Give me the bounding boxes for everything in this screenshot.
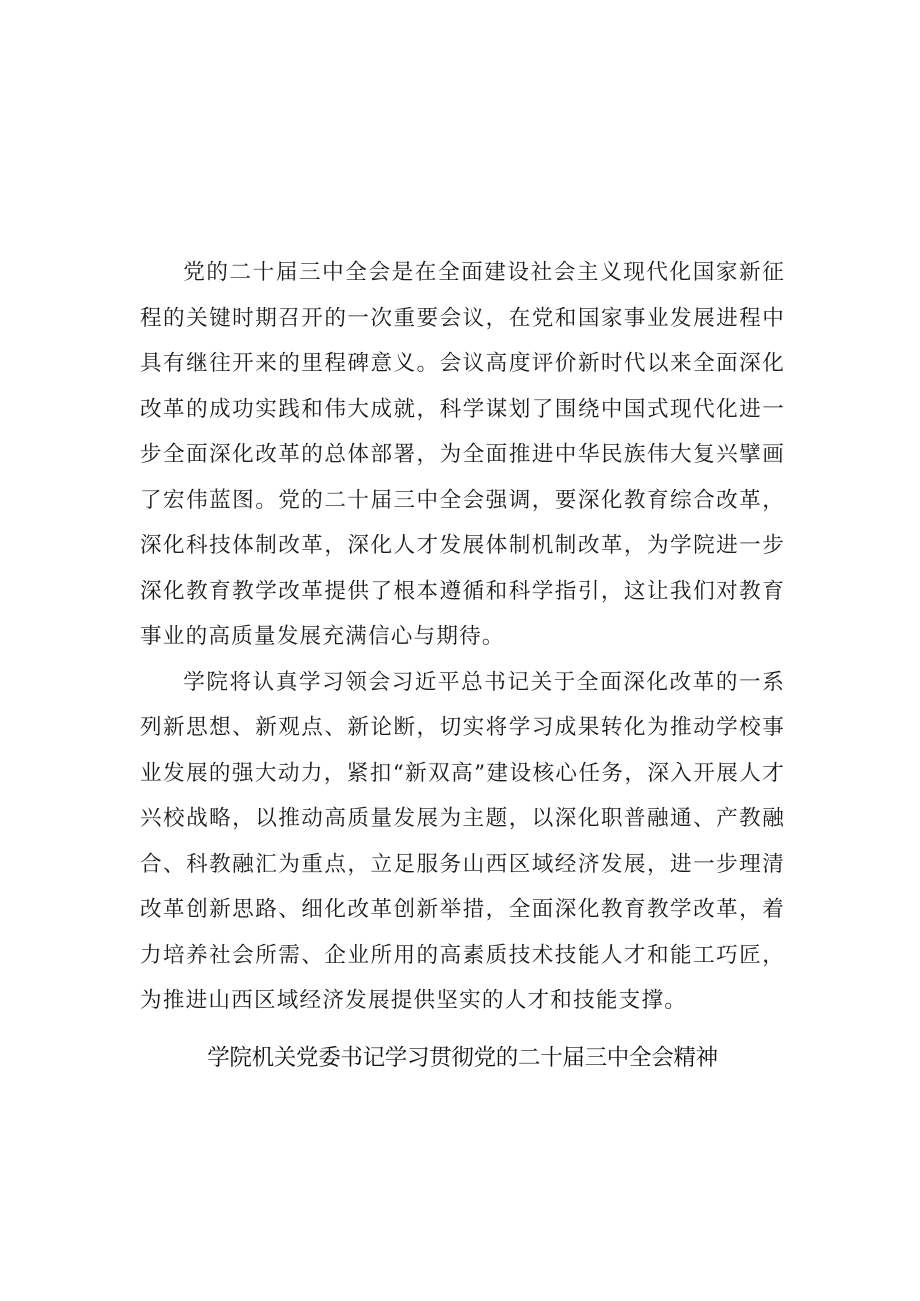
article-body [140, 250, 785, 1024]
section-heading: 学院机关党委书记学习贯彻党的二十届三中全会精神 [207, 1045, 718, 1071]
paragraph-1: 党的二十届三中全会是在全面建设社会主义现代化国家新征程的关键时期召开的一次重要会议，在党和国家事业发展进程中具有继往开来的里程碑意义。会议高度评价新时代以来全面深化改革的成功实践和伟大成就，科学谋划了围绕中国式现代化进一步全面深化改革的总体部署，为全面推进中华民族伟大复兴擘画了宏伟蓝图。党的二十届三中全会强调，要深化教育综合改革，深化科技体制改革，深化人才发展体制机制改革，为学院进一步深化教育教学改革提供了根本遵循和科学指引，这让我们对教育事业的高质量发展充满信心与期待。 [140, 260, 785, 649]
paragraph-2: 学院将认真学习领会习近平总书记关于全面深化改革的一系列新思想、新观点、新论断，切实将学习成果转化为推动学校事业发展的强大动力，紧扣“新双高”建设核心任务，深入开展人才兴校战略，以推动高质量发展为主题，以深化职普融通、产教融合、科教融汇为重点，立足服务山西区域经济发展，进一步理清改革创新思路、细化改革创新举措，全面深化教育教学改革，着力培养社会所需、企业所用的高素质技术技能人才和能工巧匠，为推进山西区域经济发展提供坚实的人才和技能支撑。 [140, 669, 785, 1013]
